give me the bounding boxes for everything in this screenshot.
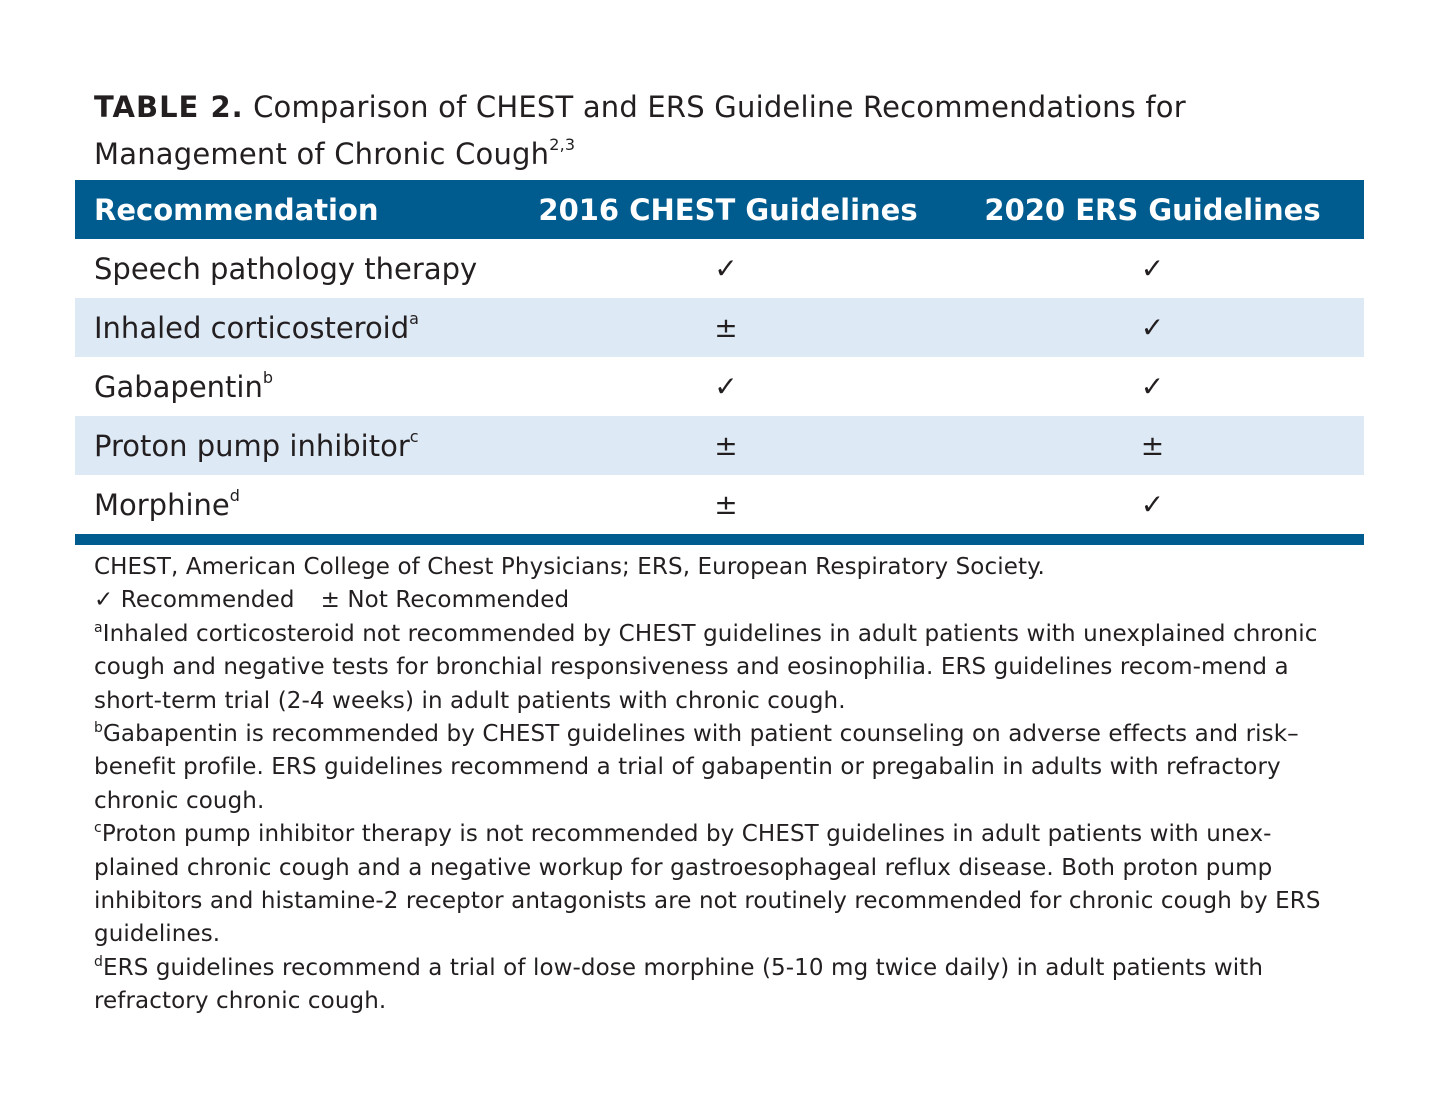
chest-status: ± — [714, 429, 738, 462]
header-recommendation: Recommendation — [94, 192, 379, 227]
legend-not-recommended: ± Not Recommended — [320, 587, 570, 614]
ers-status: ✓ — [1140, 252, 1165, 285]
ers-status: ✓ — [1140, 311, 1165, 344]
footnote-d — [94, 952, 1356, 1019]
footnote-mark: c — [94, 820, 102, 837]
footnote-marker: d — [229, 485, 240, 505]
footnote-mark: b — [94, 720, 103, 737]
footnote-marker: a — [409, 308, 419, 328]
header-ers: 2020 ERS Guidelines — [984, 192, 1321, 227]
chest-status: ± — [714, 488, 738, 521]
table-row — [75, 416, 1364, 475]
footnote-marker: c — [409, 426, 419, 446]
table-row — [75, 239, 1364, 298]
footnote-text: Inhaled corticosteroid not recommended by CHEST guidelines in adult patients with unexplained chronic cough and negative tests for bronchial responsiveness and eosinophilia. ERS guidelines recom-mend a short-term trial (2-4 weeks) in adult patients with chronic cough. — [94, 620, 1318, 714]
recommendation-name: Morphine — [94, 487, 230, 522]
footnote-marker: b — [262, 367, 274, 387]
table-row — [75, 298, 1364, 357]
chest-status: ✓ — [714, 252, 738, 285]
footnote-c — [94, 818, 1356, 952]
table-caption — [94, 84, 1354, 178]
footnote-text: ERS guidelines recommend a trial of low-dose morphine (5-10 mg twice daily) in adult patients with refractory chronic cough. — [94, 954, 1264, 1015]
recommendation-name: Speech pathology therapy — [94, 251, 478, 286]
table-header-row — [75, 180, 1364, 239]
comparison-table — [75, 180, 1364, 545]
legend — [94, 584, 1356, 617]
chest-status: ✓ — [714, 370, 738, 403]
abbreviations-note: CHEST, American College of Chest Physicians; ERS, European Respiratory Society. — [94, 554, 1045, 580]
recommendation-name: Gabapentin — [94, 369, 263, 404]
table-row — [75, 357, 1364, 416]
chest-status: ± — [714, 311, 738, 344]
footnote-text: Gabapentin is recommended by CHEST guidelines with patient counseling on adverse effects and risk–benefit profile. ERS guidelines recommend a trial of gabapentin or pregabalin in adults with refractory chronic cough. — [94, 721, 1299, 814]
footnote-b — [94, 718, 1356, 818]
table-bottom-rule — [75, 534, 1364, 545]
table-title: Comparison of CHEST and ERS Guideline Recommendations for Management of Chronic Cough — [94, 90, 1186, 171]
table-label: TABLE 2. — [94, 90, 244, 124]
footnote-mark: d — [94, 953, 103, 970]
title-references: 2,3 — [549, 135, 576, 154]
ers-status: ± — [1140, 429, 1165, 462]
header-chest: 2016 CHEST Guidelines — [538, 192, 918, 227]
footnote-mark: a — [94, 619, 103, 636]
legend-recommended: ✓ Recommended — [94, 587, 295, 614]
ers-status: ✓ — [1140, 488, 1165, 521]
footnote-a — [94, 618, 1356, 718]
table-footnotes — [94, 551, 1356, 1019]
ers-status: ✓ — [1140, 370, 1165, 403]
recommendation-name: Proton pump inhibitor — [94, 428, 410, 463]
footnote-text: Proton pump inhibitor therapy is not recommended by CHEST guidelines in adult patients with unex-plained chronic cough and a negative workup for gastroesophageal reflux disease. Both proton pump inhibitors and histamine-2 receptor antagonists are not routinely recommended for chronic cough by ERS guidelines. — [94, 821, 1321, 948]
recommendation-name: Inhaled corticosteroid — [94, 310, 410, 345]
table-row — [75, 475, 1364, 534]
